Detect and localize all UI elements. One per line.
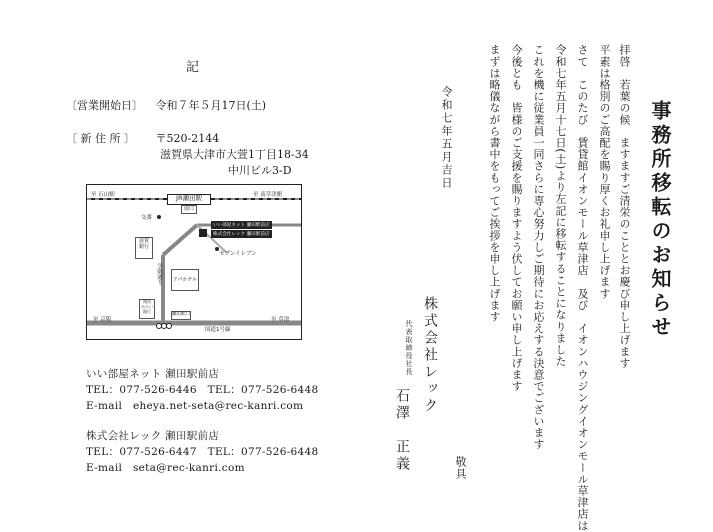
map-apa-hotel: アパホテル — [171, 269, 199, 291]
map-station: JR瀬田駅 — [167, 194, 211, 205]
shop-marker-icon — [199, 229, 207, 237]
closing-keigu: 敬具 — [454, 456, 467, 480]
opening-date-label: 〔営業開始日〕 — [66, 99, 143, 112]
ki-heading: 記 — [186, 60, 200, 75]
letter-line-2: 平素は格別のご高配を賜り厚くお礼申し上げます — [598, 44, 611, 300]
map-tamaki: 瀬田駅口 — [171, 311, 191, 320]
address-line-1: 滋賀県大津市大萱1丁目18-34 — [160, 148, 309, 161]
rep-title: 代表取締役社長 — [405, 320, 413, 376]
shop-a-name: いい部屋ネット 瀬田駅前店 — [86, 368, 220, 380]
letter-date: 令和七年五月吉日 — [440, 86, 453, 190]
address-label: 〔 新 住 所 〕 — [66, 132, 135, 145]
address-postal: 〒520-2144 — [155, 132, 220, 145]
map-to-keihan: 至 京阪 — [93, 317, 112, 323]
shop-a-tel: TEL：077-526-6446 TEL：077-526-6448 — [86, 384, 319, 396]
map-bank-1: 滋賀 銀行 — [135, 237, 153, 259]
koban-icon — [157, 215, 161, 219]
address-row — [66, 130, 219, 146]
map-koban: 交番 — [141, 215, 153, 221]
letter-line-1: 拝啓 若葉の候 ますますご清栄のこととお慶び申し上げます — [618, 44, 631, 369]
opening-date-value: 令和７年５月17日(土) — [155, 99, 267, 112]
map-exit: 南口 — [181, 205, 197, 214]
map-bank-2: 関西 みらい 銀行 — [139, 299, 155, 319]
shop-b-email: E-mail seta@rec-kanri.com — [86, 462, 245, 474]
map-to-kusatsu: 至 草津 — [271, 317, 290, 323]
letter-line-4: 令和七年五月十七日(土)より左記に移転することになりました — [554, 44, 567, 367]
map-avenue: 学園通り — [156, 263, 162, 285]
letter-line-7: まずは略儀ながら書中をもってご挨拶を申し上げます — [488, 44, 501, 323]
company-name: 株式会社レック — [422, 296, 438, 415]
rep-name: 石澤 正義 — [394, 388, 410, 473]
signal-icon — [162, 324, 167, 329]
notice-title: 事務所移転のお知らせ — [648, 100, 672, 340]
shop-a-email: E-mail eheya.net-seta@rec-kanri.com — [86, 400, 304, 412]
location-map — [86, 184, 302, 340]
map-shop-1: いい部屋ネット 瀬田駅前店 — [213, 223, 270, 228]
shop-b-name: 株式会社レック 瀬田駅前店 — [86, 430, 220, 442]
shop-b-tel: TEL：077-526-6447 TEL：077-526-6448 — [86, 446, 319, 458]
address-line-2: 中川ビル3-D — [228, 164, 292, 177]
map-to-ishiyama: 至 石山駅 — [91, 192, 115, 198]
signal-icon — [157, 324, 162, 329]
map-to-minamikusatsu: 至 南草津駅 — [253, 192, 283, 198]
map-shop-2: 株式会社レック 瀬田駅前店 — [213, 232, 270, 237]
map-route-1: 国道1号線 — [205, 327, 231, 333]
letter-line-6: 今後とも 皆様のご支援を賜りますよう伏してお願い申し上げます — [510, 44, 523, 392]
signal-icon — [167, 324, 172, 329]
opening-date-row — [66, 97, 266, 113]
map-seven-eleven: セブンイレブン — [219, 251, 257, 257]
letter-line-5: これを機に従業員一同さらに専心努力しご期待にお応えする決意でございます — [532, 44, 545, 450]
letter-line-3: さて このたび 賃貸館イオンモール草津店 及び イオンハウジングイオンモール草津店は — [576, 44, 589, 532]
diagonal-road — [163, 225, 197, 255]
